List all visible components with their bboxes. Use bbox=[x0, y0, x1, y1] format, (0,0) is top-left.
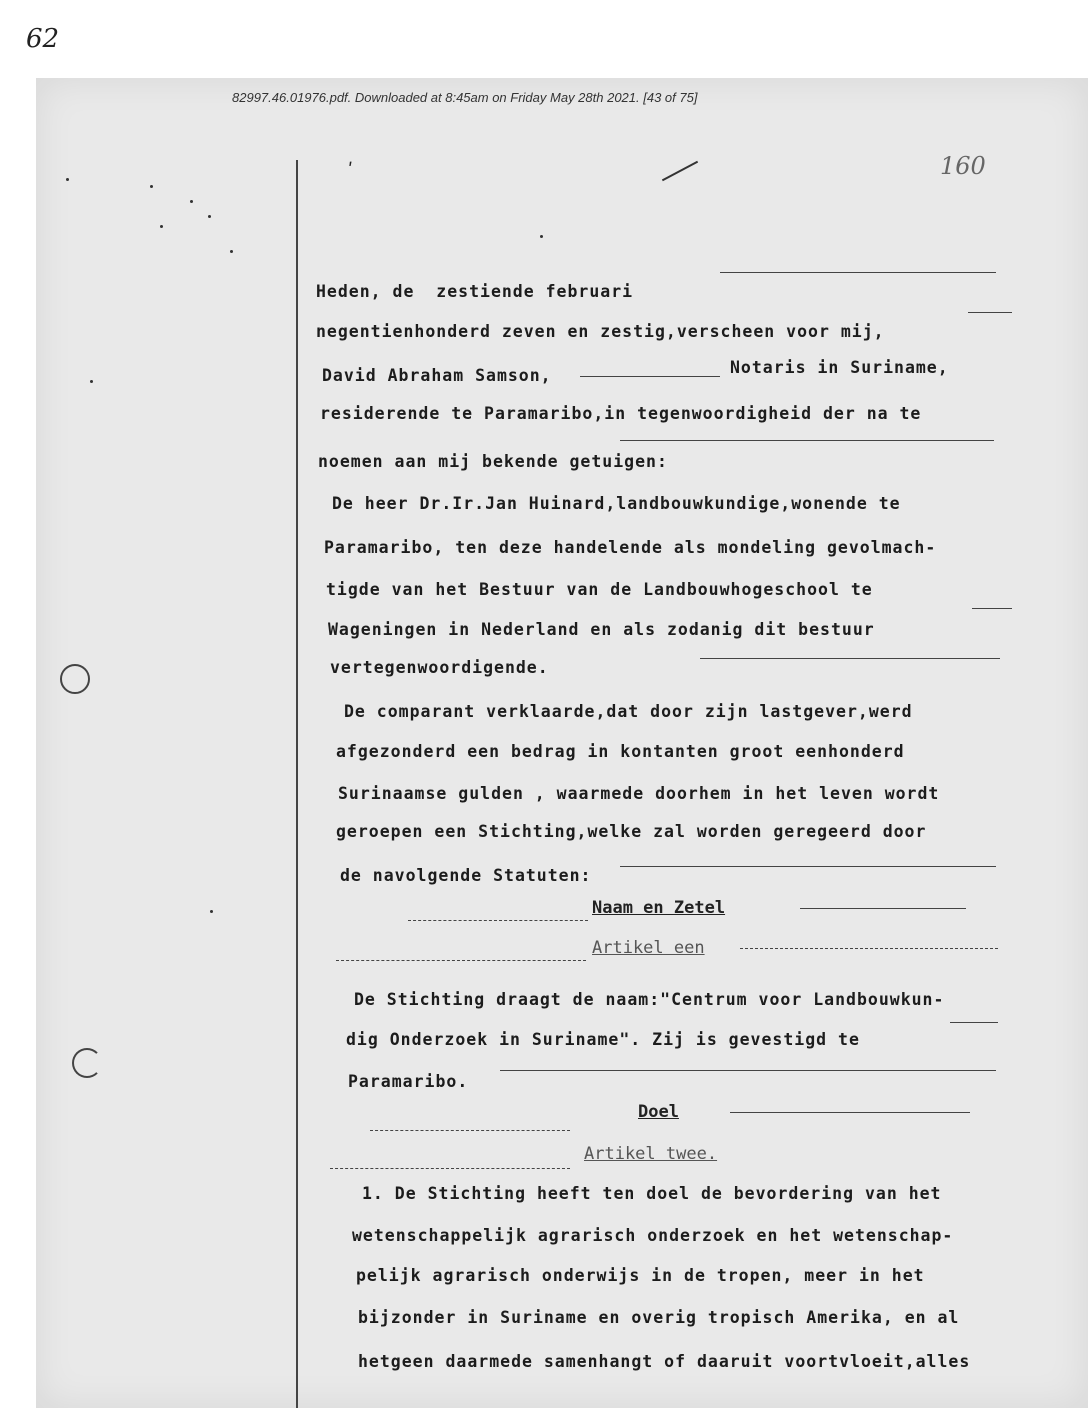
margin-rule bbox=[296, 160, 298, 1408]
text-line: dig Onderzoek in Suriname". Zij is gevestigd te bbox=[346, 1030, 860, 1049]
download-header: 82997.46.01976.pdf. Downloaded at 8:45am on Friday May 28th 2021. [43 of 75] bbox=[232, 90, 698, 105]
punch-hole-icon bbox=[60, 664, 90, 694]
speck bbox=[210, 910, 213, 913]
fill-rule bbox=[620, 440, 994, 441]
speck bbox=[190, 200, 193, 203]
text-line: geroepen een Stichting,welke zal worden geregeerd door bbox=[336, 822, 927, 841]
text-line: Wageningen in Nederland en als zodanig dit bestuur bbox=[328, 620, 875, 639]
text-line: afgezonderd een bedrag in kontanten groot eenhonderd bbox=[336, 742, 905, 761]
section-heading: Doel bbox=[638, 1102, 679, 1122]
fill-rule bbox=[408, 920, 588, 921]
text-line: Surinaamse gulden , waarmede doorhem in het leven wordt bbox=[338, 784, 940, 803]
section-heading: Naam en Zetel bbox=[592, 898, 726, 918]
article-heading: Artikel een bbox=[592, 938, 705, 958]
fill-rule bbox=[740, 948, 998, 949]
speck bbox=[540, 235, 543, 238]
tick-mark-icon: ʹ bbox=[345, 160, 356, 181]
text-line: De heer Dr.Ir.Jan Huinard,landbouwkundige,wonende te bbox=[332, 494, 901, 513]
speck bbox=[230, 250, 233, 253]
speck bbox=[150, 185, 153, 188]
text-line: residerende te Paramaribo,in tegenwoordigheid der na te bbox=[320, 404, 922, 423]
text-line: Heden, de zestiende februari bbox=[316, 282, 634, 301]
article-heading: Artikel twee. bbox=[584, 1144, 718, 1164]
text-line: De Stichting draagt de naam:"Centrum voor Landbouwkun- bbox=[354, 990, 945, 1009]
fill-rule bbox=[700, 658, 1000, 659]
text-line: Notaris in Suriname, bbox=[730, 358, 949, 377]
text-line: tigde van het Bestuur van de Landbouwhogeschool te bbox=[326, 580, 873, 599]
punch-hole-icon bbox=[72, 1048, 102, 1078]
fill-rule bbox=[730, 1112, 970, 1113]
text-line: negentienhonderd zeven en zestig,verscheen voor mij, bbox=[316, 322, 885, 341]
text-line: pelijk agrarisch onderwijs in de tropen, meer in het bbox=[356, 1266, 925, 1285]
fill-rule bbox=[950, 1022, 998, 1023]
text-line: bijzonder in Suriname en overig tropisch Amerika, en al bbox=[358, 1308, 960, 1327]
speck bbox=[160, 225, 163, 228]
text-line: hetgeen daarmede samenhangt of daaruit voortvloeit,alles bbox=[358, 1352, 971, 1371]
text-line: De comparant verklaarde,dat door zijn lastgever,werd bbox=[344, 702, 913, 721]
fill-rule bbox=[968, 312, 1012, 313]
fill-rule bbox=[620, 866, 996, 867]
text-line: vertegenwoordigende. bbox=[330, 658, 549, 677]
text-line: Paramaribo. bbox=[348, 1072, 469, 1091]
fill-rule bbox=[972, 608, 1012, 609]
fill-rule bbox=[500, 1070, 996, 1071]
fill-rule bbox=[720, 272, 996, 273]
text-line: 1. De Stichting heeft ten doel de bevordering van het bbox=[362, 1184, 942, 1203]
text-line: noemen aan mij bekende getuigen: bbox=[318, 452, 668, 471]
text-line: David Abraham Samson, bbox=[322, 366, 552, 385]
fill-rule bbox=[370, 1130, 570, 1131]
fill-rule bbox=[800, 908, 966, 909]
fill-rule bbox=[580, 376, 720, 377]
text-line: de navolgende Statuten: bbox=[340, 866, 592, 885]
text-line: Paramaribo, ten deze handelende als mondeling gevolmach- bbox=[324, 538, 937, 557]
handwritten-page-number: 160 bbox=[940, 152, 986, 180]
speck bbox=[66, 178, 69, 181]
fill-rule bbox=[330, 1168, 570, 1169]
fill-rule bbox=[336, 960, 586, 961]
handwritten-page-mark: 62 bbox=[26, 24, 60, 54]
speck bbox=[208, 215, 211, 218]
speck bbox=[90, 380, 93, 383]
text-line: wetenschappelijk agrarisch onderzoek en het wetenschap- bbox=[352, 1226, 954, 1245]
